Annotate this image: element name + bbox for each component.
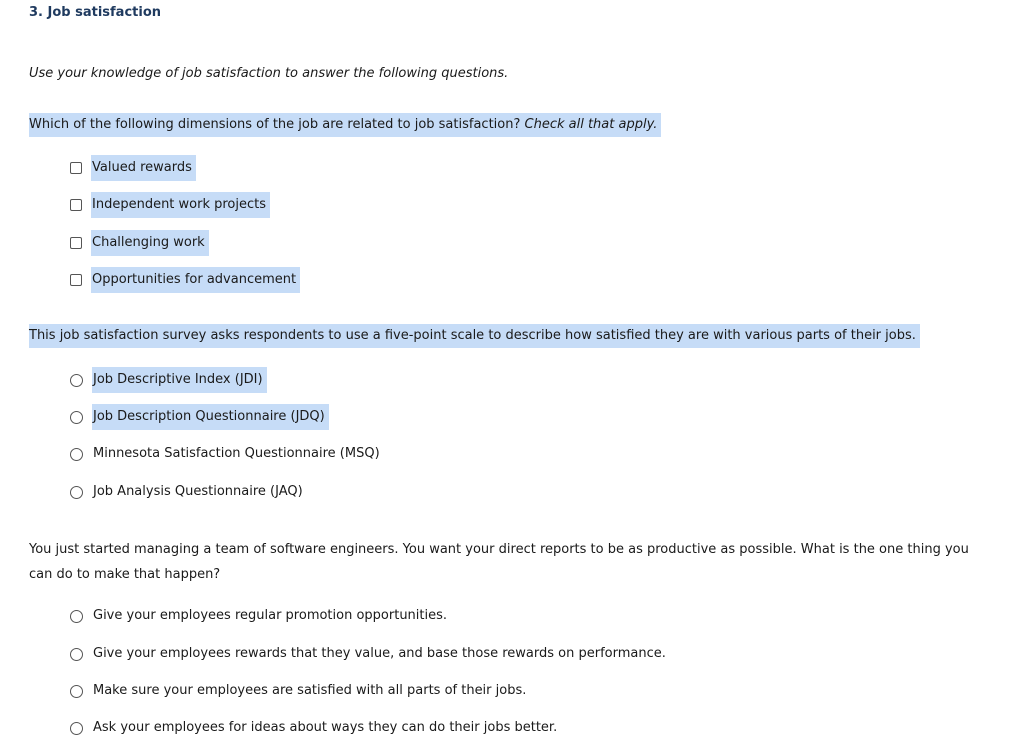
radio-button[interactable] [70, 722, 83, 735]
question-1-prompt [29, 113, 661, 137]
section-title: 3. Job satisfaction [29, 5, 162, 20]
q3-option-label[interactable]: Ask your employees for ideas about ways they can do their jobs better. [93, 720, 558, 735]
q3-option-label[interactable]: Give your employees regular promotion opportunities. [93, 608, 448, 623]
radio-button[interactable] [70, 648, 83, 661]
q3-option-2[interactable] [70, 641, 670, 667]
q3-option-4[interactable] [70, 715, 561, 741]
q1-option-4[interactable] [70, 267, 300, 293]
question-1-text: Which of the following dimensions of the job are related to job satisfaction? [29, 117, 525, 132]
q2-option-label[interactable]: Job Description Questionnaire (JDQ) [92, 404, 329, 430]
q1-option-label[interactable]: Opportunities for advancement [91, 267, 300, 293]
q2-option-2[interactable] [70, 404, 329, 430]
q1-option-1[interactable] [70, 155, 196, 181]
q1-option-2[interactable] [70, 192, 270, 218]
q3-option-label[interactable]: Make sure your employees are satisfied with all parts of their jobs. [93, 683, 527, 698]
q1-option-3[interactable] [70, 230, 209, 256]
section-intro: Use your knowledge of job satisfaction to answer the following questions. [29, 66, 509, 81]
q3-option-label[interactable]: Give your employees rewards that they value, and base those rewards on performance. [93, 646, 666, 661]
q3-option-3[interactable] [70, 678, 530, 704]
radio-button[interactable] [70, 374, 83, 387]
question-2-text: This job satisfaction survey asks respondents to use a five-point scale to describe how satisfied they are with various parts of their jobs. [29, 328, 916, 343]
radio-button[interactable] [70, 685, 83, 698]
q2-option-label[interactable]: Minnesota Satisfaction Questionnaire (MSQ) [93, 446, 380, 461]
question-2-prompt [29, 324, 920, 348]
q1-option-label[interactable]: Valued rewards [91, 155, 196, 181]
checkbox[interactable] [70, 237, 82, 249]
radio-button[interactable] [70, 610, 83, 623]
question-2-highlight [29, 324, 920, 348]
q2-option-label[interactable]: Job Analysis Questionnaire (JAQ) [93, 484, 303, 499]
checkbox[interactable] [70, 162, 82, 174]
question-1-highlight [29, 113, 661, 137]
question-3-text: You just started managing a team of software engineers. You want your direct reports to be as productive as possible. What is the one thing you can do to make that happen? [29, 542, 969, 582]
q2-option-1[interactable] [70, 367, 267, 393]
question-3-prompt [29, 537, 979, 587]
q1-option-label[interactable]: Independent work projects [91, 192, 270, 218]
radio-button[interactable] [70, 448, 83, 461]
q3-option-1[interactable] [70, 603, 451, 629]
checkbox[interactable] [70, 274, 82, 286]
q2-option-3[interactable] [70, 441, 384, 467]
q1-option-label[interactable]: Challenging work [91, 230, 209, 256]
q2-option-4[interactable] [70, 479, 307, 505]
question-1-instruction: Check all that apply. [524, 117, 658, 132]
radio-button[interactable] [70, 411, 83, 424]
radio-button[interactable] [70, 486, 83, 499]
q2-option-label[interactable]: Job Descriptive Index (JDI) [92, 367, 267, 393]
checkbox[interactable] [70, 199, 82, 211]
